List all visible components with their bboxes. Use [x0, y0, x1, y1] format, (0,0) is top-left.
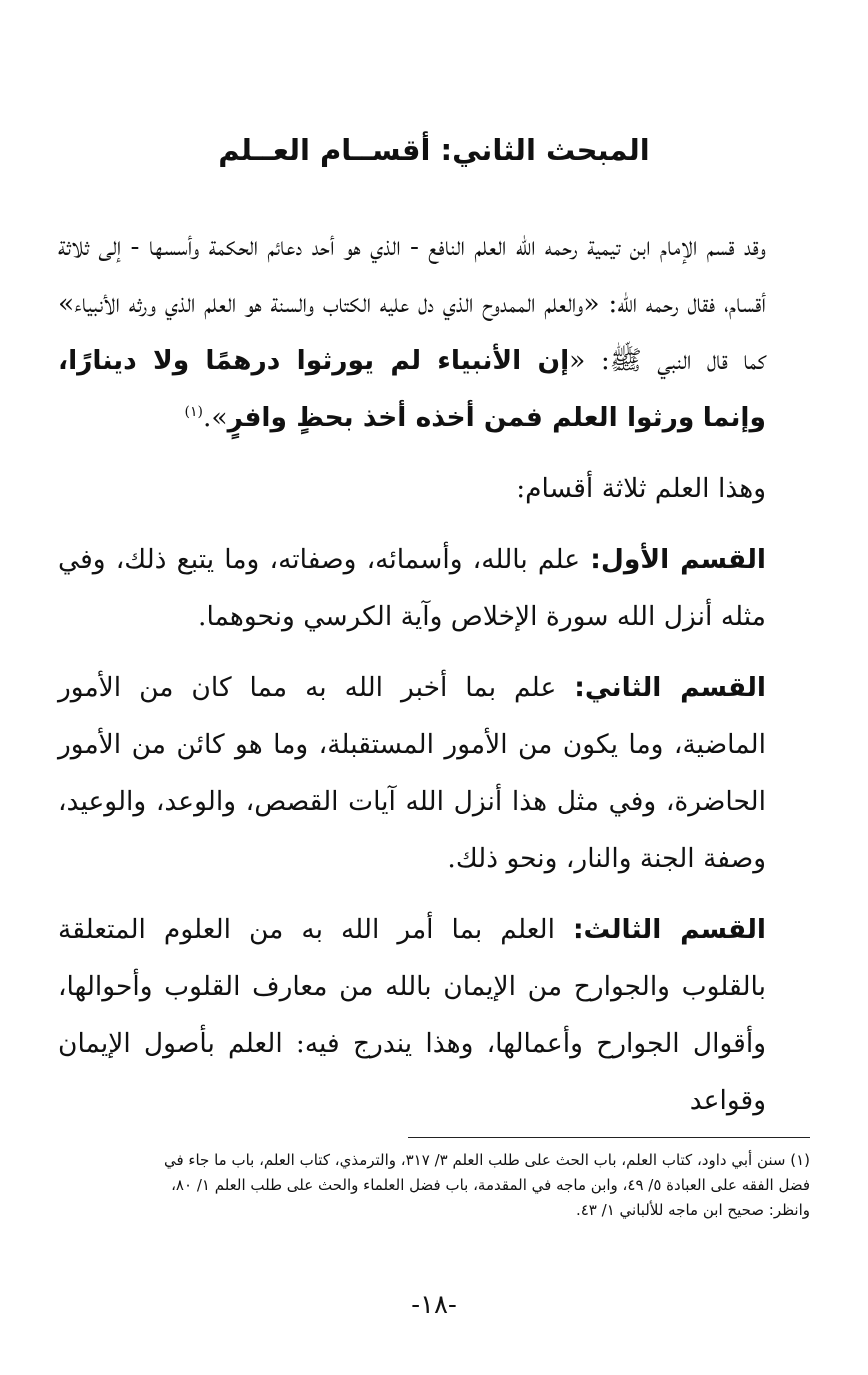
paragraph-section-one	[58, 531, 810, 645]
text-line: وقد قسم الإمام ابن تيمية رحمه الله العلم النافع - الذي هو أحد	[311, 231, 766, 262]
section-three-label: القسم الثالث:	[572, 914, 766, 945]
footnote-divider	[408, 1137, 810, 1138]
footnote-line: فضل الفقه على العبادة ٥/ ٤٩، وابن ماجه في المقدمة، باب فضل العلماء والحث على طلب العلم ١/ ٨٠،	[171, 1176, 810, 1194]
footnote-line: وانظر: صحيح ابن ماجه للألباني ١/ ٤٣.	[575, 1201, 810, 1219]
footnote	[58, 1148, 810, 1223]
section-title: المبحث الثاني: أقســام العــلم	[218, 133, 650, 167]
main-text	[58, 218, 810, 1129]
footnote-reference: (١)	[184, 404, 203, 421]
section-three-text: العلم بما أمر الله به من العلوم المتعلقة بالقلوب والجوارح من الإيمان بالله من معارف القلوب وأحوالها، وأقوال الجوارح وأعمالها، وهذا يندرج فيه: العلم بأصول الإيمان وقواعد	[58, 914, 766, 1116]
section-one-text: علم بالله، وأسمائه، وصفاته، وما يتبع ذلك، وفي مثله أنزل الله سورة الإخلاص وآية الكرسي ونحوهما.	[58, 544, 766, 632]
text-line: كما قال النبي ﷺ: «	[569, 345, 767, 376]
paragraph-intro	[58, 218, 810, 446]
footnote-line: (١) سنن أبي داود، كتاب العلم، باب الحث على طلب العلم ٣/ ٣١٧، والترمذي، كتاب العلم، باب ما جاء في	[163, 1151, 810, 1169]
paragraph-divisions: وهذا العلم ثلاثة أقسام:	[516, 473, 766, 504]
hadith-text: إن الأنبياء لم يورثوا درهمًا ولا دينارًا، وإنما	[58, 345, 766, 433]
section-two-label: القسم الثاني:	[574, 672, 766, 703]
section-two-text: علم بما أخبر الله به مما كان من الأمور الماضية، وما يكون من الأمور المستقبلة، وما هو كائن من الأمور الحاضرة، وفي مثل هذا أنزل الله آيات القصص، والوعد، والوعيد، وصفة الجنة والنار، ونحو ذلك.	[58, 672, 766, 874]
quote-close: ».	[202, 402, 228, 433]
text-line: الممدوح الذي دل عليه الكتاب والسنة هو العلم الذي ورثه الأنبياء»	[58, 288, 536, 319]
page-number: -١٨-	[411, 1290, 457, 1320]
paragraph-section-three	[58, 901, 810, 1129]
hadith-text: ورثوا العلم فمن أخذه أخذ بحظٍ وافرٍ	[227, 402, 695, 433]
text-line: دعائم الحكمة وأسسها - إلى ثلاثة أقسام، فقال رحمه الله: «والعلم	[58, 231, 767, 319]
paragraph-section-two	[58, 659, 810, 887]
section-one-label: القسم الأول:	[590, 544, 766, 575]
